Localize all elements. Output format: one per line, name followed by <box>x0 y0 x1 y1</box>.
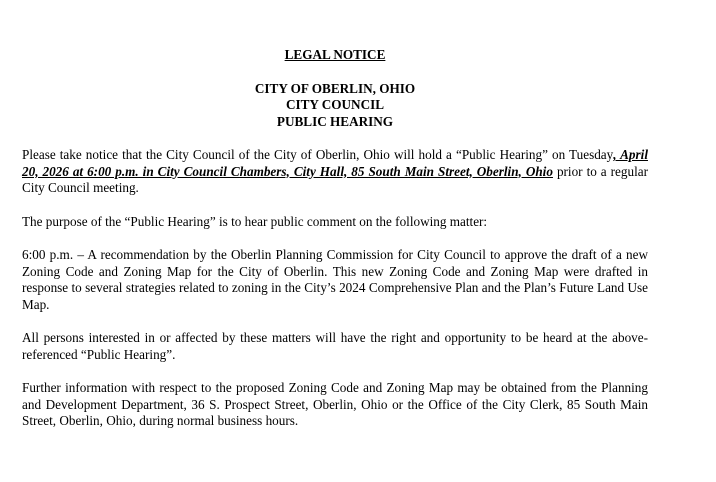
notice-heading <box>22 81 648 131</box>
heading-event: PUBLIC HEARING <box>276 113 394 129</box>
notice-title: LEGAL NOTICE <box>284 47 386 62</box>
hearing-notice-outro: prior to a regular City Council meeting. <box>22 163 648 195</box>
paragraph-hearing-notice <box>22 147 648 197</box>
hearing-notice-intro: Please take notice that the City Council of the City of Oberlin, Ohio will hold a “Public Hearing” on Tuesday <box>22 147 614 162</box>
paragraph-further-information: Further information with respect to the proposed Zoning Code and Zoning Map may be obtained from the Planning and Development Department, 36 S. Prospect Street, Oberlin, Ohio or the Office of the City Clerk, 85 South Main Street, Oberlin, Ohio, during normal business hours. <box>22 380 648 428</box>
paragraph-purpose: The purpose of the “Public Hearing” is to hear public comment on the following matter: <box>22 213 488 229</box>
hearing-date-location: , April 20, 2026 at 6:00 p.m. in City Council Chambers, City Hall, 85 South Main Street, Oberlin, Ohio <box>22 147 648 179</box>
paragraph-right-to-be-heard: All persons interested in or affected by these matters will have the right and opportunity to be heard at the above-referenced “Public Hearing”. <box>22 330 648 362</box>
paragraph-agenda-item: 6:00 p.m. – A recommendation by the Oberlin Planning Commission for City Council to approve the draft of a new Zoning Code and Zoning Map for the City of Oberlin. This new Zoning Code and Zoning Map were drafted in response to several strategies related to zoning in the City’s 2024 Comprehensive Plan and the Plan’s Future Land Use Map. <box>22 247 648 312</box>
heading-city: CITY OF OBERLIN, OHIO <box>254 80 416 96</box>
heading-body: CITY COUNCIL <box>285 97 385 112</box>
legal-notice-document <box>22 47 648 430</box>
